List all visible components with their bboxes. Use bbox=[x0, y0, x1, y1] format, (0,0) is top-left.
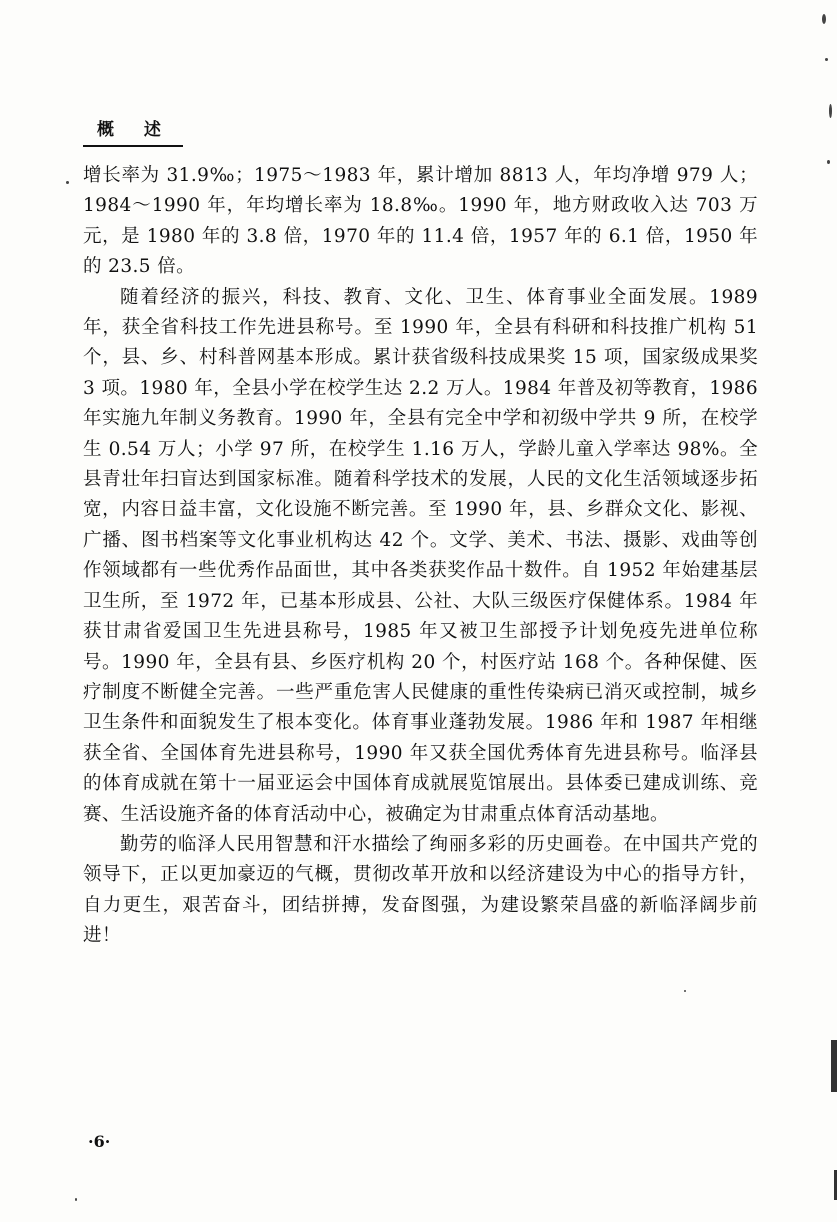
header-title: 概 述 bbox=[97, 120, 173, 140]
scan-speck bbox=[66, 181, 69, 184]
scan-speck bbox=[75, 1198, 77, 1201]
header-rule bbox=[83, 145, 183, 147]
scan-speck bbox=[827, 160, 830, 164]
paragraph-continuation: 增长率为 31.9‰；1975～1983 年，累计增加 8813 人，年均净增 979 人；1984～1990 年，年均增长率为 18.8‰。1990 年，地方财政收入达 703 万元，是 1980 年的 3.8 倍，1970 年的 11.4 倍，1957 年的 6.1 倍，1950 年的 23.5 倍。 bbox=[83, 165, 758, 278]
scan-edge-mark bbox=[831, 1040, 837, 1092]
scan-speck bbox=[829, 104, 832, 118]
paragraph-development: 随着经济的振兴，科技、教育、文化、卫生、体育事业全面发展。1989 年，获全省科技工作先进县称号。至 1990 年，全县有科研和科技推广机构 51 个，县、乡、村科普网基本形成。累计获省级科技成果奖 15 项，国家级成果奖 3 项。1980 年，全县小学在校学生达 2.2 万人。1984 年普及初等教育，1986 年实施九年制义务教育。1990 年，全县有完全中学和初级中学共 9 所，在校学生 0.54 万人；小学 97 所，在校学生 1.16 万人，学龄儿童入学率达 98%。全县青壮年扫盲达到国家标准。随着科学技术的发展，人民的文化生活领域逐步拓宽，内容日益丰富，文化设施不断完善。至 1990 年，县、乡群众文化、影视、广播、图书档案等文化事业机构达 42 个。文学、美术、书法、摄影、戏曲等创作领域都有一些优秀作品面世，其中各类获奖作品十数件。自 1952 年始建基层卫生所，至 1972 年，已基本形成县、公社、大队三级医疗保健体系。1984 年获甘肃省爱国卫生先进县称号，1985 年又被卫生部授予计划免疫先进单位称号。1990 年，全县有县、乡医疗机构 20 个，村医疗站 168 个。各种保健、医疗制度不断健全完善。一些严重危害人民健康的重性传染病已消灭或控制，城乡卫生条件和面貌发生了根本变化。体育事业蓬勃发展。1986 年和 1987 年相继获全省、全国体育先进县称号，1990 年又获全国优秀体育先进县称号。临泽县的体育成就在第十一届亚运会中国体育成就展览馆展出。县体委已建成训练、竞赛、生活设施齐备的体育活动中心，被确定为甘肃重点体育活动基地。 bbox=[83, 286, 758, 825]
scan-speck bbox=[822, 14, 826, 24]
page-number: ·6· bbox=[88, 1132, 111, 1151]
body-text bbox=[83, 161, 758, 952]
scan-speck bbox=[825, 58, 828, 61]
scan-speck bbox=[684, 990, 686, 992]
paragraph-conclusion: 勤劳的临泽人民用智慧和汗水描绘了绚丽多彩的历史画卷。在中国共产党的领导下，正以更加豪迈的气概，贯彻改革开放和以经济建设为中心的指导方针，自力更生，艰苦奋斗，团结拼搏，发奋图强，为建设繁荣昌盛的新临泽阔步前进！ bbox=[83, 833, 758, 947]
running-header bbox=[83, 118, 183, 142]
